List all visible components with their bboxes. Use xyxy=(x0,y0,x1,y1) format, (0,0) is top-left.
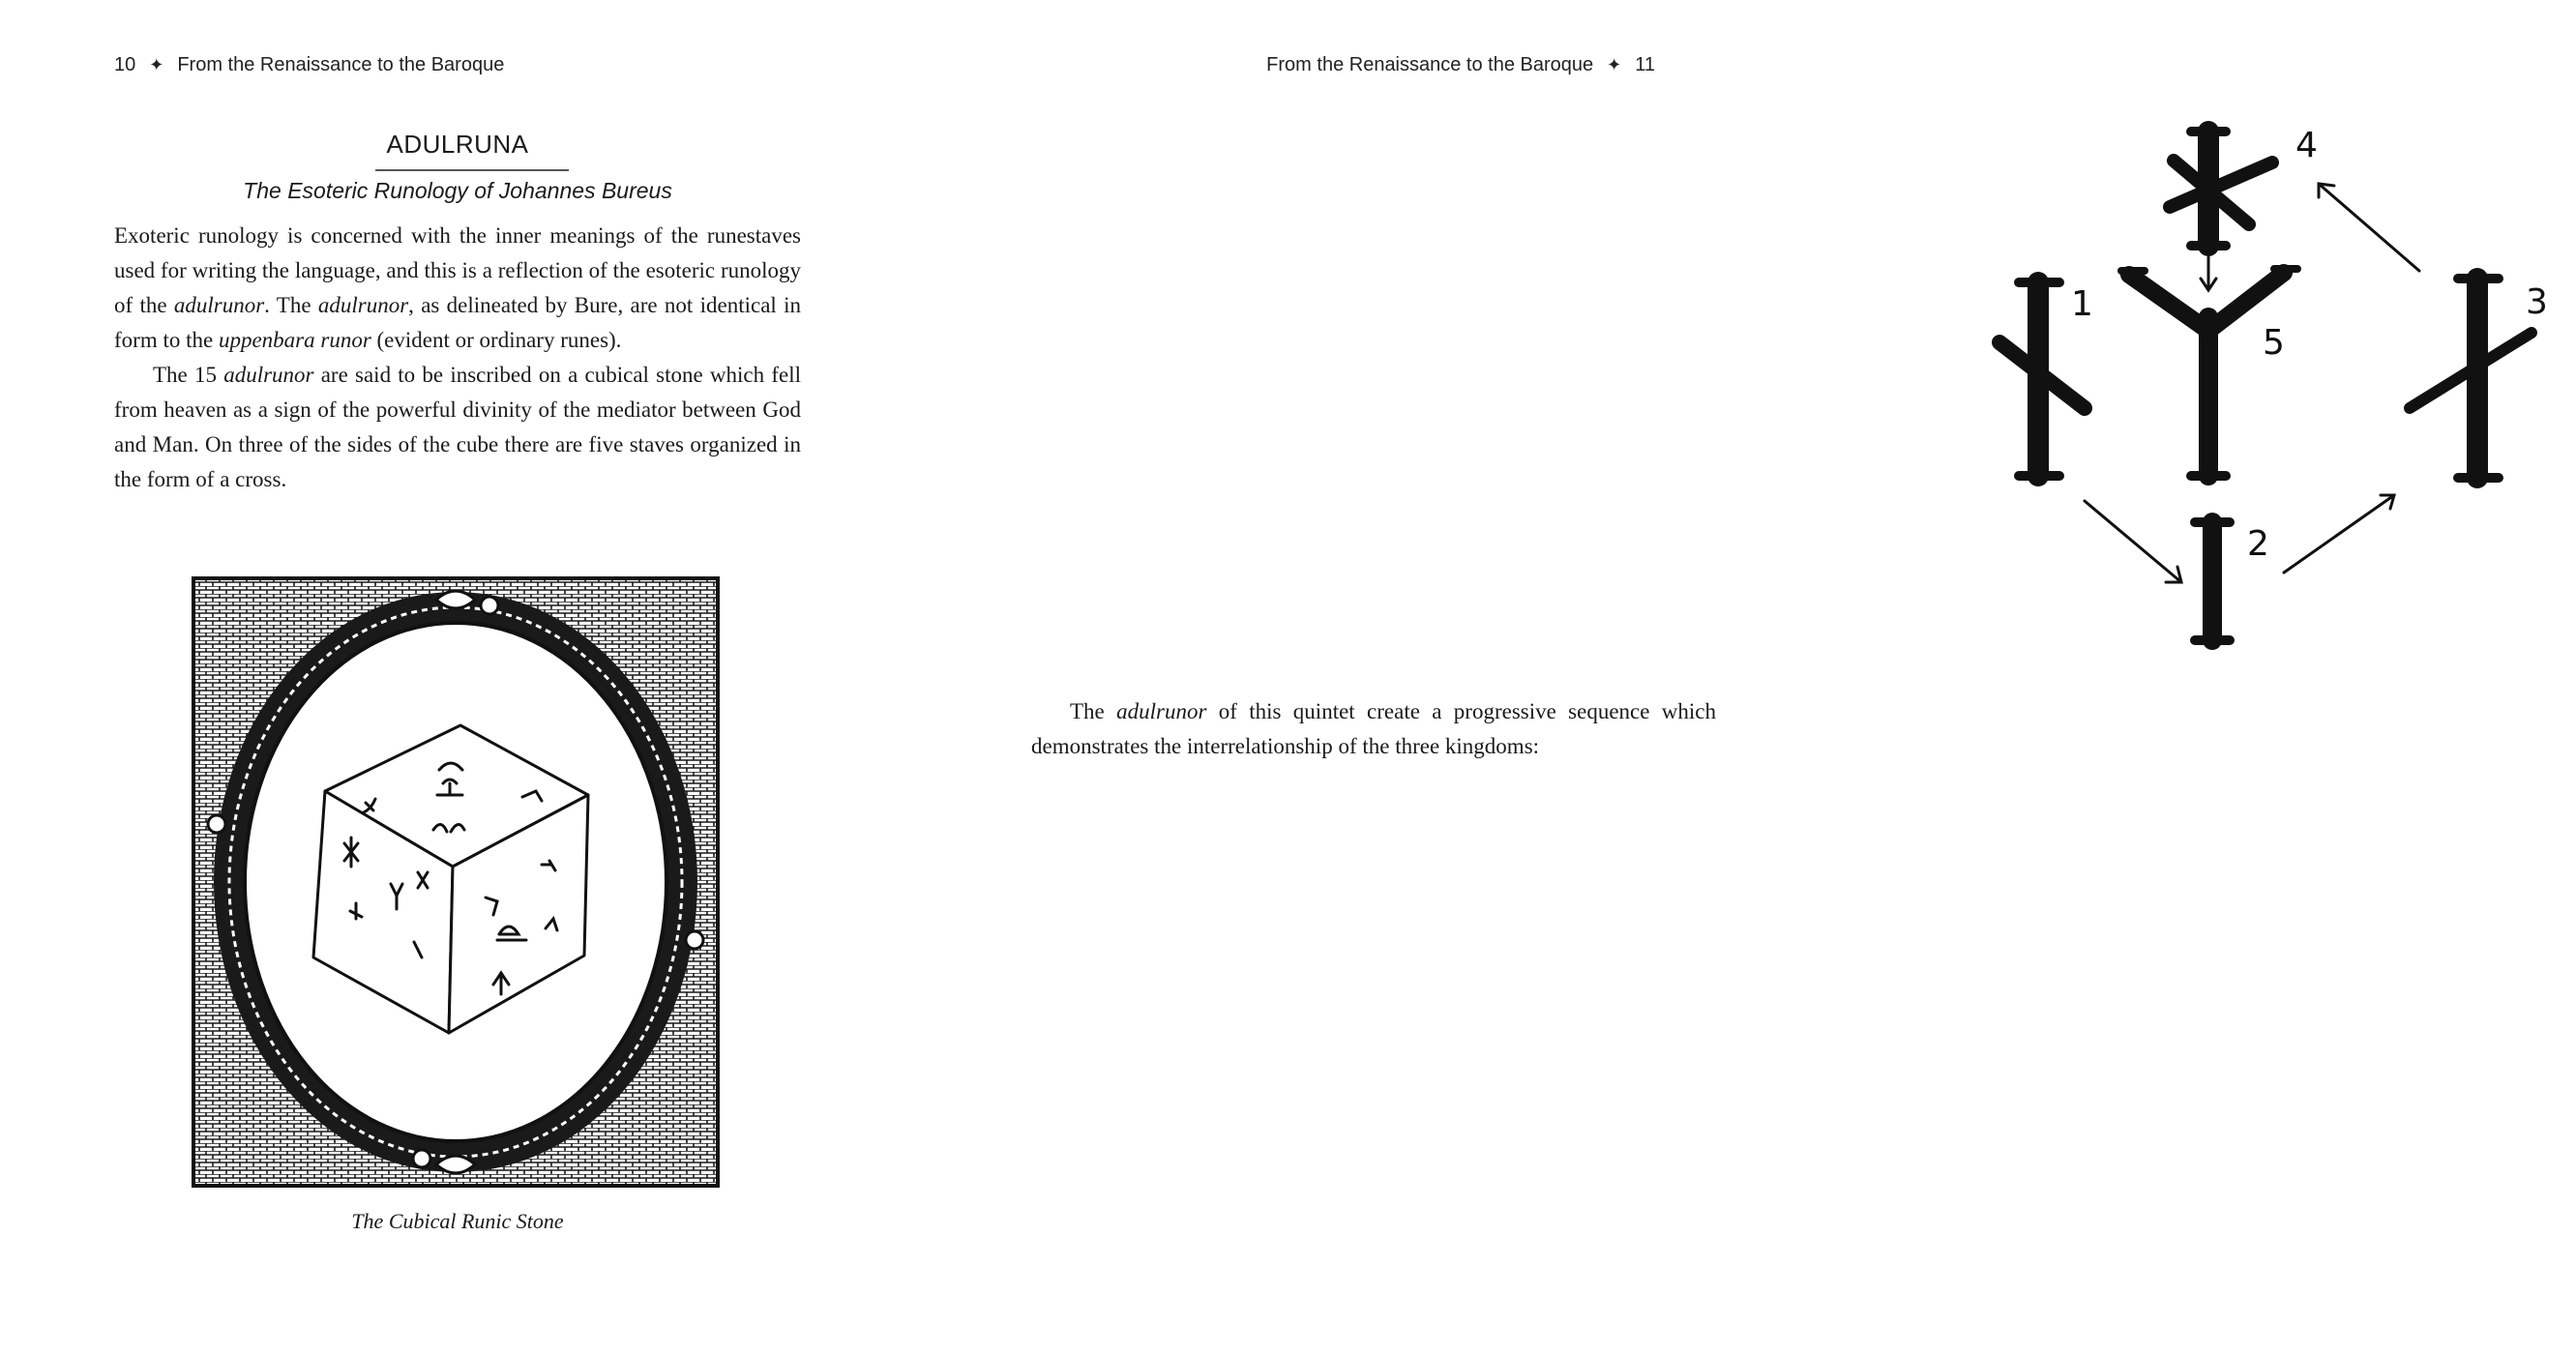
rune-label-1: 1 xyxy=(2071,284,2093,324)
rune-3-icon xyxy=(2410,279,2532,478)
section-title-rule xyxy=(375,169,569,171)
figure-caption: The Cubical Runic Stone xyxy=(351,1209,564,1233)
rune-label-4: 4 xyxy=(2295,126,2318,165)
cubical-runic-stone-illustration xyxy=(190,571,722,1192)
rune-5-icon xyxy=(2121,269,2297,476)
rune-label-3: 3 xyxy=(2526,282,2548,322)
running-head-left xyxy=(114,54,504,76)
running-head-right xyxy=(1266,54,1655,76)
adulrunor-quintet-diagram xyxy=(1976,124,2576,656)
right-page xyxy=(903,0,2548,1354)
left-body-text xyxy=(114,219,801,497)
section-title: ADULRUNA xyxy=(386,130,529,159)
rune-label-5: 5 xyxy=(2263,323,2285,363)
section-subtitle: The Esoteric Runology of Johannes Bureus xyxy=(243,178,672,203)
page-number-left: 10 xyxy=(114,54,136,75)
star-ornament-icon: ✦ xyxy=(1607,55,1622,74)
right-paragraph: The adulrunor of this quintet create a progressive sequence which demonstrates the interrelationship of the three kingdoms: xyxy=(1031,699,1716,758)
paragraph-2: The 15 adulrunor are said to be inscribed on a cubical stone which fell from heaven as a sign of the powerful divinity of the mediator between God and Man. On three of the sides of the cube there are five staves organized in the form of a cross. xyxy=(114,363,801,491)
running-head-title-right: From the Renaissance to the Baroque xyxy=(1266,54,1594,75)
running-head-title-left: From the Renaissance to the Baroque xyxy=(177,54,505,75)
sequence-arrows xyxy=(2085,184,2419,582)
rune-label-2: 2 xyxy=(2247,524,2269,564)
star-ornament-icon: ✦ xyxy=(149,55,164,74)
left-page xyxy=(0,0,903,1354)
rune-4-icon xyxy=(2170,132,2272,246)
rune-2-icon xyxy=(2195,522,2230,640)
paragraph-1: Exoteric runology is concerned with the inner meanings of the runestaves used for writing the language, and this is a reflection of the esoteric runology of the adulrunor. The adulrunor, as delineated by Bure, are not identical in form to the uppenbara runor (evident or ordinary runes). xyxy=(114,223,802,352)
page-number-right: 11 xyxy=(1635,54,1655,75)
